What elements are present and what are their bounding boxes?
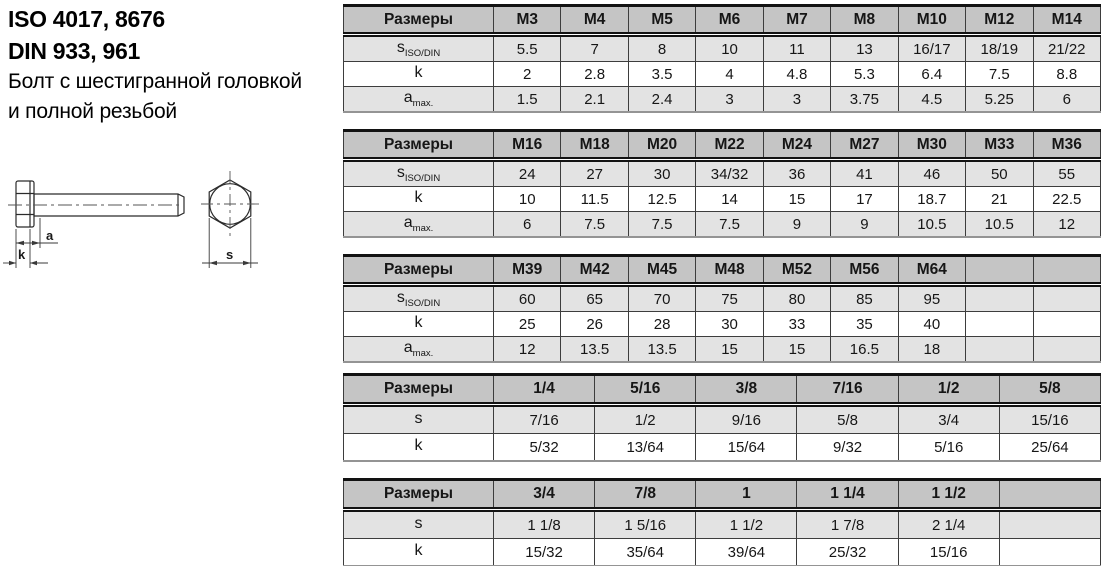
size-column-header: M18	[561, 131, 628, 160]
size-column-header: M45	[628, 256, 695, 285]
size-column-header: M52	[763, 256, 830, 285]
dimension-value: 8	[628, 35, 695, 62]
dimension-value: 18	[898, 337, 965, 363]
dimension-value: 22.5	[1033, 187, 1101, 212]
dimension-value: 9	[763, 212, 830, 238]
size-column-header: 1 1/4	[797, 480, 898, 510]
size-column-header: 7/16	[797, 375, 898, 405]
dimension-value: 46	[898, 160, 965, 187]
dim-symbol: k	[414, 188, 423, 206]
dimension-value: 12	[1033, 212, 1101, 238]
header-row	[344, 480, 1101, 510]
dimension-value: 5.25	[966, 87, 1033, 113]
header-row	[344, 256, 1101, 285]
size-column-header: M20	[628, 131, 695, 160]
dimension-value: 18.7	[898, 187, 965, 212]
dimension-value: 7/16	[494, 405, 595, 434]
table-block-metric-m39-m64	[343, 254, 1101, 363]
dimension-value: 14	[696, 187, 763, 212]
dimension-row-k	[344, 539, 1101, 566]
dimension-value: 10	[696, 35, 763, 62]
size-column-header: M12	[966, 6, 1033, 35]
table-block-metric-m16-m36	[343, 129, 1101, 238]
size-column-header: 3/4	[494, 480, 595, 510]
row-label	[344, 212, 494, 238]
dimension-value: 25/64	[999, 434, 1100, 462]
dimension-row-s	[344, 35, 1101, 62]
dim-symbol: s	[396, 38, 405, 56]
dimension-value: 4.5	[898, 87, 965, 113]
table-block-inch-quarter-to-fiveeighths	[343, 373, 1101, 462]
dimension-row-k	[344, 62, 1101, 87]
size-column-header: 1/4	[494, 375, 595, 405]
table-block-metric-m3-m14	[343, 4, 1101, 113]
dimension-value: 15	[763, 187, 830, 212]
dimension-value: 16/17	[898, 35, 965, 62]
size-column-header: M10	[898, 6, 965, 35]
dim-symbol: k	[414, 436, 423, 454]
dimension-value: 35	[831, 312, 898, 337]
dimension-value: 3.75	[831, 87, 898, 113]
dimension-value: 40	[898, 312, 965, 337]
dimension-value: 65	[561, 285, 628, 312]
size-column-header: 5/16	[595, 375, 696, 405]
dimension-value: 34/32	[696, 160, 763, 187]
dimension-table-inch-threequarter-to-oneandhalf	[343, 478, 1101, 566]
dimension-value: 1 1/8	[494, 510, 595, 539]
row-label	[344, 405, 494, 434]
dimension-row-a	[344, 337, 1101, 363]
size-column-header: 1 1/2	[898, 480, 999, 510]
dimension-value: 1.5	[494, 87, 561, 113]
dim-symbol-subscript: ISO/DIN	[404, 48, 441, 60]
header-row	[344, 6, 1101, 35]
size-column-header: M27	[831, 131, 898, 160]
dimension-row-k	[344, 434, 1101, 462]
table-corner-header: Размеры	[344, 480, 494, 510]
dimension-value: 27	[561, 160, 628, 187]
dimension-value: 13.5	[561, 337, 628, 363]
dimension-value: 25	[494, 312, 561, 337]
dimension-value: 1 1/2	[696, 510, 797, 539]
dimension-value: 85	[831, 285, 898, 312]
table-corner-header: Размеры	[344, 6, 494, 35]
dim-symbol: s	[396, 288, 405, 306]
dimension-value: 39/64	[696, 539, 797, 566]
row-label	[344, 62, 494, 87]
header-row	[344, 131, 1101, 160]
dimension-value: 3	[696, 87, 763, 113]
size-column-header: M3	[494, 6, 561, 35]
dimension-row-s	[344, 510, 1101, 539]
dimension-value	[999, 510, 1100, 539]
header-row	[344, 375, 1101, 405]
standard-iso-title: ISO 4017, 8676	[8, 6, 165, 32]
dimension-value: 7.5	[696, 212, 763, 238]
dimension-value: 2.1	[561, 87, 628, 113]
dimension-value: 80	[763, 285, 830, 312]
dimension-value: 2	[494, 62, 561, 87]
dimension-row-s	[344, 160, 1101, 187]
dim-symbol-subscript: max.	[412, 98, 434, 110]
dimension-value: 21	[966, 187, 1033, 212]
dimension-value: 13	[831, 35, 898, 62]
size-column-header	[999, 480, 1100, 510]
dim-label-s: s	[226, 247, 234, 262]
row-label	[344, 285, 494, 312]
row-label	[344, 312, 494, 337]
dimension-value: 21/22	[1033, 35, 1101, 62]
row-label	[344, 187, 494, 212]
dimension-table-inch-quarter-to-fiveeighths	[343, 373, 1101, 462]
size-column-header: M4	[561, 6, 628, 35]
row-label	[344, 434, 494, 462]
dimension-value: 6	[494, 212, 561, 238]
dim-label-k: k	[18, 247, 26, 262]
size-column-header: M16	[494, 131, 561, 160]
dim-symbol: a	[403, 88, 413, 106]
row-label	[344, 35, 494, 62]
dimension-value: 4	[696, 62, 763, 87]
dimension-value: 24	[494, 160, 561, 187]
size-column-header: M30	[898, 131, 965, 160]
dimension-value: 13/64	[595, 434, 696, 462]
dimension-value: 15/16	[999, 405, 1100, 434]
size-column-header	[966, 256, 1033, 285]
dim-symbol: a	[403, 213, 413, 231]
table-block-inch-threequarter-to-oneandhalf	[343, 478, 1101, 566]
size-column-header: 7/8	[595, 480, 696, 510]
dimension-value: 2 1/4	[898, 510, 999, 539]
size-column-header: M36	[1033, 131, 1101, 160]
size-column-header: M64	[898, 256, 965, 285]
dimension-value: 16.5	[831, 337, 898, 363]
dimension-value	[966, 337, 1033, 363]
dimension-value: 7.5	[628, 212, 695, 238]
size-column-header: M5	[628, 6, 695, 35]
dimension-row-k	[344, 187, 1101, 212]
row-label	[344, 160, 494, 187]
size-column-header: M7	[763, 6, 830, 35]
size-column-header: 3/8	[696, 375, 797, 405]
dim-symbol-subscript: ISO/DIN	[404, 173, 441, 185]
dimension-value	[966, 312, 1033, 337]
size-column-header: M14	[1033, 6, 1101, 35]
table-corner-header: Размеры	[344, 256, 494, 285]
dimension-value: 9/32	[797, 434, 898, 462]
dimension-value: 7.5	[966, 62, 1033, 87]
row-label	[344, 510, 494, 539]
dimension-value: 10	[494, 187, 561, 212]
dim-symbol: a	[403, 338, 413, 356]
dimension-value: 35/64	[595, 539, 696, 566]
dimension-value: 3/4	[898, 405, 999, 434]
size-column-header: M42	[561, 256, 628, 285]
dim-symbol: k	[414, 63, 423, 81]
dimension-table-metric-m39-m64	[343, 254, 1101, 363]
dimension-value: 25/32	[797, 539, 898, 566]
size-column-header: M56	[831, 256, 898, 285]
dimension-row-s	[344, 405, 1101, 434]
dimension-value: 6.4	[898, 62, 965, 87]
dim-label-a: a	[46, 228, 54, 243]
standard-din-title: DIN 933, 961	[8, 38, 140, 64]
dim-symbol: k	[414, 313, 423, 331]
dimension-value: 60	[494, 285, 561, 312]
dimension-table-metric-m3-m14	[343, 4, 1101, 113]
dimension-value	[1033, 337, 1101, 363]
dimension-value: 3	[763, 87, 830, 113]
dimension-value: 11.5	[561, 187, 628, 212]
dimension-value: 1 7/8	[797, 510, 898, 539]
dim-symbol-subscript: ISO/DIN	[404, 298, 441, 310]
dimension-value	[1033, 312, 1101, 337]
dimension-value	[999, 539, 1100, 566]
dimension-table-metric-m16-m36	[343, 129, 1101, 238]
dimension-value: 17	[831, 187, 898, 212]
product-name-line1: Болт с шестигранной головкой	[8, 70, 302, 93]
dimension-value: 10.5	[966, 212, 1033, 238]
size-column-header: M22	[696, 131, 763, 160]
dimension-row-a	[344, 87, 1101, 113]
dimension-row-s	[344, 285, 1101, 312]
dimension-value: 15/32	[494, 539, 595, 566]
dimension-value: 9	[831, 212, 898, 238]
dimension-value: 15	[763, 337, 830, 363]
dimension-value: 41	[831, 160, 898, 187]
dimension-row-a	[344, 212, 1101, 238]
dimension-value: 3.5	[628, 62, 695, 87]
dimension-value: 55	[1033, 160, 1101, 187]
dimension-value: 1 5/16	[595, 510, 696, 539]
dimension-value: 2.4	[628, 87, 695, 113]
dimension-value: 1/2	[595, 405, 696, 434]
product-name-line2: и полной резьбой	[8, 100, 177, 123]
dimension-value: 12.5	[628, 187, 695, 212]
dimension-value: 18/19	[966, 35, 1033, 62]
dimension-value: 50	[966, 160, 1033, 187]
dimension-value: 5.5	[494, 35, 561, 62]
dimension-value: 11	[763, 35, 830, 62]
dimension-value: 9/16	[696, 405, 797, 434]
size-column-header: 5/8	[999, 375, 1100, 405]
dimension-value: 36	[763, 160, 830, 187]
dimension-value: 8.8	[1033, 62, 1101, 87]
dim-symbol-subscript: max.	[412, 348, 434, 360]
dimension-value: 5.3	[831, 62, 898, 87]
dim-symbol-subscript: max.	[412, 223, 434, 235]
dimension-value	[1033, 285, 1101, 312]
size-column-header: M8	[831, 6, 898, 35]
dimension-value: 30	[628, 160, 695, 187]
dimension-value: 15/64	[696, 434, 797, 462]
dimension-value: 13.5	[628, 337, 695, 363]
dim-symbol: s	[414, 514, 423, 532]
dimension-row-k	[344, 312, 1101, 337]
dimension-value: 95	[898, 285, 965, 312]
row-label	[344, 539, 494, 566]
table-corner-header: Размеры	[344, 375, 494, 405]
dimension-value: 33	[763, 312, 830, 337]
dimension-value: 10.5	[898, 212, 965, 238]
dimension-value: 4.8	[763, 62, 830, 87]
size-column-header: M6	[696, 6, 763, 35]
size-column-header: 1/2	[898, 375, 999, 405]
dimension-value: 7.5	[561, 212, 628, 238]
dimension-value: 75	[696, 285, 763, 312]
dimension-value: 2.8	[561, 62, 628, 87]
dimension-value: 5/16	[898, 434, 999, 462]
size-column-header: M39	[494, 256, 561, 285]
size-column-header: M33	[966, 131, 1033, 160]
dimension-value: 26	[561, 312, 628, 337]
dimension-value	[966, 285, 1033, 312]
size-column-header: 1	[696, 480, 797, 510]
dimension-value: 5/8	[797, 405, 898, 434]
dimension-value: 28	[628, 312, 695, 337]
dimension-value: 15/16	[898, 539, 999, 566]
dim-symbol: s	[414, 409, 423, 427]
dimension-value: 15	[696, 337, 763, 363]
dimension-value: 30	[696, 312, 763, 337]
dimension-value: 70	[628, 285, 695, 312]
dimension-value: 6	[1033, 87, 1101, 113]
size-column-header	[1033, 256, 1101, 285]
row-label	[344, 87, 494, 113]
table-corner-header: Размеры	[344, 131, 494, 160]
row-label	[344, 337, 494, 363]
size-column-header: M24	[763, 131, 830, 160]
size-column-header: M48	[696, 256, 763, 285]
dimension-value: 7	[561, 35, 628, 62]
dimension-value: 5/32	[494, 434, 595, 462]
dim-symbol: s	[396, 163, 405, 181]
dimension-value: 12	[494, 337, 561, 363]
dim-symbol: k	[414, 541, 423, 559]
